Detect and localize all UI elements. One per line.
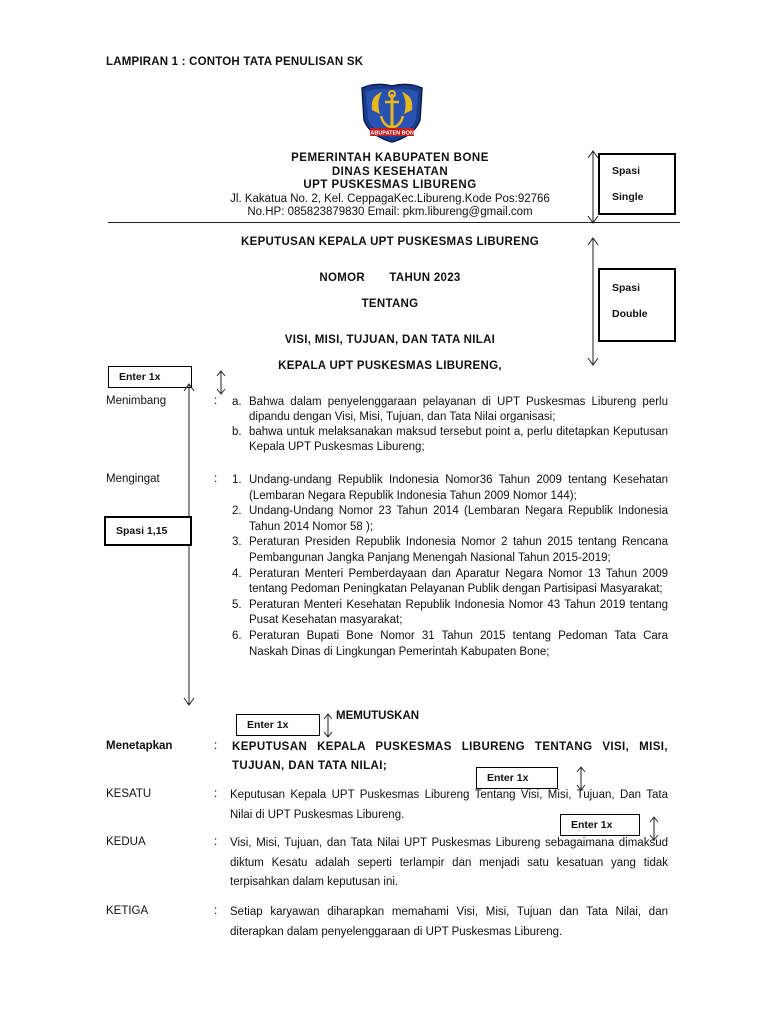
letterhead-agency: DINAS KESEHATAN — [331, 165, 449, 178]
kabupaten-bone-emblem-icon — [356, 80, 428, 146]
decree-subject: VISI, MISI, TUJUAN, DAN TATA NILAI — [284, 334, 496, 346]
letterhead-contact: No.HP: 085823879830 Email: pkm.libureng@gmail.com — [247, 206, 533, 218]
note-enter: Enter 1x — [560, 814, 640, 836]
head-title: KEPALA UPT PUSKESMAS LIBURENG, — [278, 360, 502, 372]
double-arrow-icon — [575, 766, 587, 792]
svg-text:KABUPATEN BONE: KABUPATEN BONE — [366, 130, 418, 137]
colon: : — [214, 905, 218, 917]
kesatu-text: Keputusan Kepala UPT Puskesmas Libureng Tentang Visi, Misi, Tujuan, Dan Tata Nilai di UPT Puskesmas Libureng. — [230, 789, 668, 821]
note-enter: Enter 1x — [476, 767, 558, 789]
list-item: b. bahwa untuk melaksanakan maksud tersebut point a, perlu ditetapkan Keputusan Kepala UPT Puskesmas Libureng; — [232, 426, 668, 453]
note-enter: Enter 1x — [236, 714, 320, 736]
list-item: 5. Peraturan Menteri Kesehatan Republik Indonesia Nomor 43 Tahun 2019 tentang Pusat Kesehatan masyarakat; — [232, 598, 668, 627]
kedua-label: KEDUA — [106, 836, 146, 848]
colon: : — [214, 836, 218, 848]
letterhead — [190, 152, 590, 220]
menimbang-list — [232, 395, 668, 455]
colon: : — [214, 395, 218, 407]
double-arrow-icon — [322, 713, 334, 739]
kedua-text: Visi, Misi, Tujuan, dan Tata Nilai UPT Puskesmas Libureng sebagaimana dimaksud diktum Kesatu adalah seperti terlampir dan menjadi satu kesatuan yang tidak terpisahkan dalam keputusan ini. — [230, 837, 668, 888]
menetapkan-text: KEPUTUSAN KEPALA PUSKESMAS LIBURENG TENTANG VISI, MISI, TUJUAN, DAN TATA NILAI; — [232, 741, 668, 772]
decree-number: NOMOR TAHUN 2023 — [319, 272, 461, 284]
letterhead-address: Jl. Kakatua No. 2, Kel. CeppagaKec.Libureng.Kode Pos:92766 — [230, 192, 550, 205]
mengingat-list — [232, 473, 668, 660]
kesatu-label: KESATU — [106, 788, 152, 800]
list-item: a. Bahwa dalam penyelenggaraan pelayanan di UPT Puskesmas Libureng perlu dipandu dengan Visi, Misi, Tujuan, dan Tata Nilai organisasi; — [232, 396, 668, 423]
list-item: 4. Peraturan Menteri Pemberdayaan dan Aparatur Negara Nomor 13 Tahun 2009 tentang Pedoman Peningkatan Pelayanan Publik dengan Partisipasi Masyarakat; — [232, 567, 668, 596]
memutuskan-heading: MEMUTUSKAN — [336, 710, 420, 722]
list-item: 2. Undang-Undang Nomor 23 Tahun 2014 (Lembaran Negara Republik Indonesia Tahun 2014 Nomor 58 ); — [232, 505, 668, 533]
mengingat-label: Mengingat — [106, 473, 160, 485]
menetapkan-label: Menetapkan — [106, 740, 173, 752]
note-spasi-double: Spasi Double — [598, 268, 676, 342]
double-arrow-icon — [587, 150, 599, 225]
letterhead-government: PEMERINTAH KABUPATEN BONE — [291, 152, 489, 164]
note-enter: Enter 1x — [108, 366, 192, 388]
list-item: 3. Peraturan Presiden Republik Indonesia Nomor 2 tahun 2015 tentang Rencana Pembangunan Jangka Panjang Menengah Nasional Tahun 2015-2019; — [232, 536, 668, 564]
note-spasi-115: Spasi 1,15 — [104, 516, 192, 546]
ketiga-text: Setiap karyawan diharapkan memahami Visi, Misi, Tujuan dan Tata Nilai, dan diterapkan dalam penyelenggaraan di UPT Puskesmas Libureng. — [230, 906, 668, 938]
decree-title: KEPUTUSAN KEPALA UPT PUSKESMAS LIBURENG — [241, 236, 539, 248]
attachment-heading: LAMPIRAN 1 : CONTOH TATA PENULISAN SK — [106, 56, 364, 68]
colon: : — [214, 788, 218, 800]
list-item: 6. Peraturan Bupati Bone Nomor 31 Tahun 2015 tentang Pedoman Tata Cara Naskah Dinas di Lingkungan Pemerintah Kabupaten Bone; — [232, 629, 668, 658]
letterhead-unit: UPT PUSKESMAS LIBURENG — [303, 179, 477, 191]
list-item: 1. Undang-undang Republik Indonesia Nomor36 Tahun 2009 tentang Kesehatan (Lembaran Negara Republik Indonesia Tahun 2009 Nomor 144); — [232, 474, 668, 502]
tentang-heading: TENTANG — [361, 298, 419, 310]
ketiga-label: KETIGA — [106, 905, 149, 917]
double-arrow-icon — [587, 237, 599, 367]
double-arrow-icon — [215, 370, 227, 396]
colon: : — [214, 473, 218, 485]
note-spasi-single: Spasi Single — [598, 153, 676, 215]
menimbang-label: Menimbang — [106, 395, 167, 407]
colon: : — [214, 740, 218, 752]
